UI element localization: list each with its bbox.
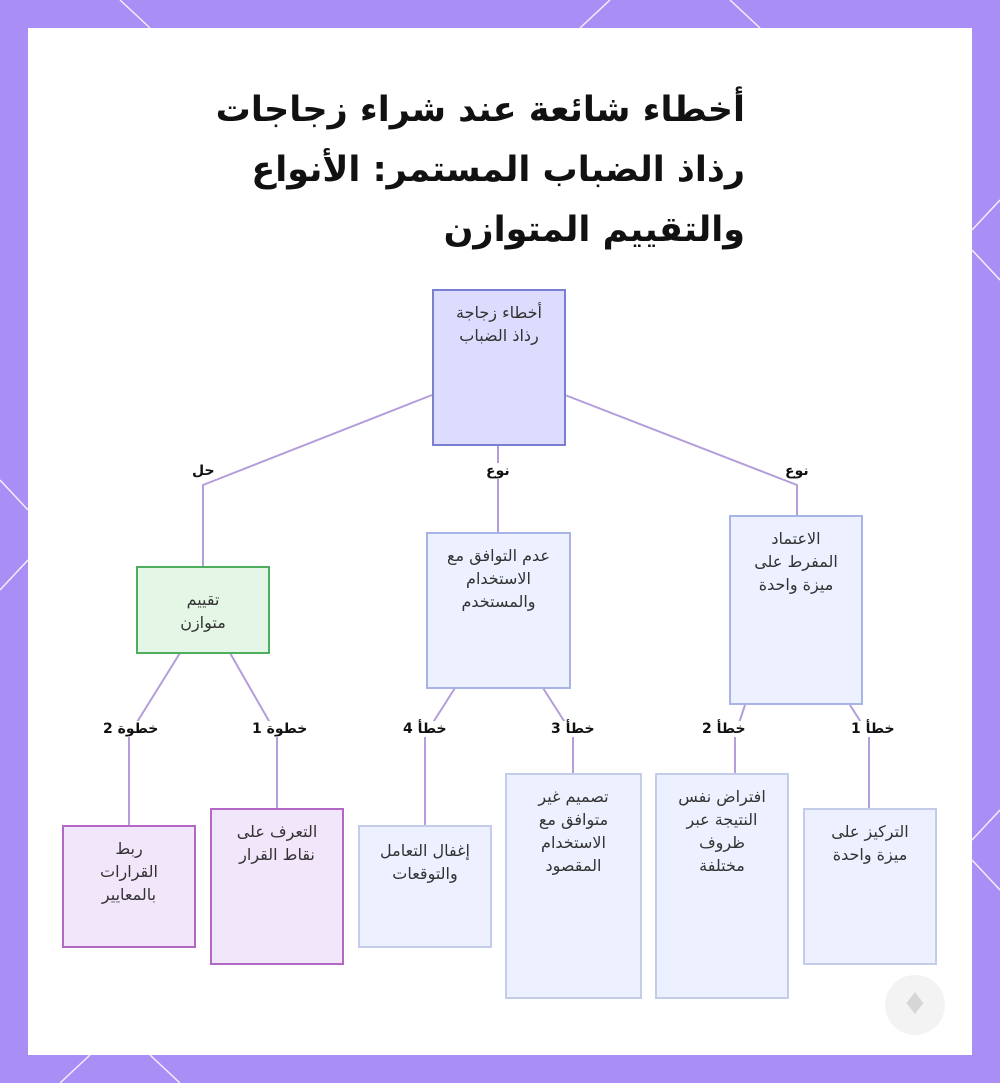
edge-solution-step2 (129, 653, 180, 825)
node-type-mismatch-text: عدم التوافق مع الاستخدام والمستخدم (447, 546, 550, 611)
node-step2-text: ربط القرارات بالمعايير (100, 839, 158, 904)
edge-label-err1: خطأ 1 (851, 721, 895, 737)
node-err2-text: افتراض نفس النتيجة عبر ظروف مختلفة (678, 787, 766, 875)
edge-label-err4: خطأ 4 (403, 721, 447, 737)
sound-drop-icon: ♦ (885, 975, 945, 1035)
edge-label-type-middle: نوع (486, 463, 510, 479)
node-solution (136, 566, 270, 654)
edge-overreliance-err2 (735, 705, 745, 773)
node-type-overreliance-text: الاعتماد المفرط على ميزة واحدة (754, 529, 838, 594)
edge-label-solution: حل (192, 463, 215, 479)
edge-label-type-right: نوع (785, 463, 809, 479)
node-solution-text: تقييم متوازن (180, 590, 226, 632)
diagram-title: أخطاء شائعة عند شراء زجاجات رذاذ الضباب المستمر: الأنواع والتقييم المتوازن (215, 90, 745, 250)
edge-label-err3: خطأ 3 (551, 721, 595, 737)
node-err1-text: التركيز على ميزة واحدة (831, 822, 909, 864)
node-err1 (803, 808, 937, 965)
node-type-mismatch (426, 532, 571, 689)
node-step1 (210, 808, 344, 965)
node-err4-text: إغفال التعامل والتوقعات (380, 841, 470, 883)
node-step2 (62, 825, 196, 948)
node-err3-text: تصميم غير متوافق مع الاستخدام المقصود (538, 787, 609, 875)
edge-label-step2: خطوة 2 (103, 721, 159, 737)
edge-root-overreliance (565, 395, 797, 515)
edge-label-err2: خطأ 2 (702, 721, 746, 737)
node-err2 (655, 773, 789, 999)
node-err4 (358, 825, 492, 948)
node-step1-text: التعرف على نقاط القرار (236, 822, 318, 864)
node-err3 (505, 773, 642, 999)
node-type-overreliance (729, 515, 863, 705)
edge-mismatch-err4 (425, 688, 455, 825)
edge-root-solution (203, 395, 432, 566)
edge-label-step1: خطوة 1 (252, 721, 308, 737)
node-root-text: أخطاء زجاجة رذاذ الضباب (456, 303, 542, 345)
node-root (432, 289, 566, 446)
